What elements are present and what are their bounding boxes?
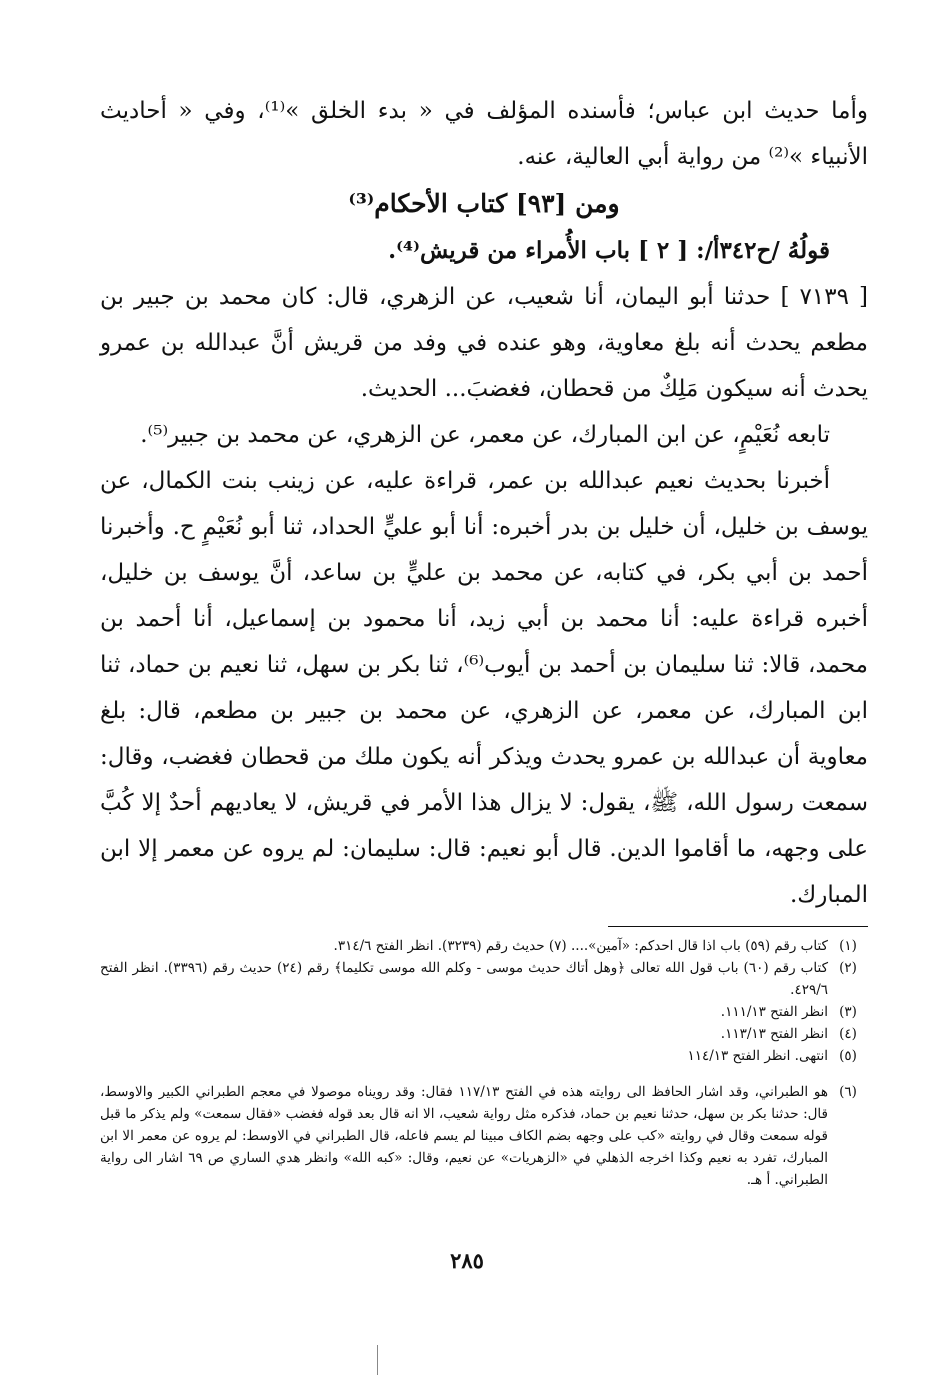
footnote [100,957,868,1001]
footnote-number: (٤) [839,1026,857,1042]
footnote-text: كتاب رقم (٦٠) باب قول الله تعالى ﴿وهل أتاك حديث موسى - وكلم الله موسى تكليما﴾ رقم (٢٤) حديث رقم (٣٣٩٦). انظر الفتح ٤٢٩/٦. [100,960,828,998]
footnote-text: انظر الفتح ١١٣/١٣. [720,1026,828,1042]
follow-up-paragraph: تابعه نُعَيْمٍ، عن ابن المبارك، عن معمر، عن الزهري، عن محمد بن جبير⁽⁵⁾. [140,422,830,448]
footnote-spacer [100,1067,868,1081]
footnote-number: (٥) [839,1048,857,1064]
footnote [100,935,868,957]
hadith-paragraph: [ ٧١٣٩ ] حدثنا أبو اليمان، أنا شعيب، عن الزهري، قال: كان محمد بن جبير بن مطعم يحدث أنه بلغ معاوية، وهو عنده في وفد من قريش أنَّ عبدالله بن عمرو يحدث أنه سيكون مَلِكٌ من قحطان، فغضبَ... الحديث. [100,284,868,402]
footnotes [100,935,868,1191]
footnote-text: انظر الفتح ١١١/١٣. [720,1004,828,1020]
page-body [100,88,868,1191]
footnote-text: هو الطبراني، وقد اشار الحافظ الى روايته هذه في الفتح ١١٧/١٣ فقال: وقد رويناه موصولا في معجم الطبراني الكبير والاوسط، قال: حدثنا بكر بن سهل، حدثنا نعيم بن حماد، فذكره مثل رواية شعيب، الا انه قال بعد قوله فغضب «فقال سمعت» ولم يذكر ما قبل قوله سمعت وقال في روايته «كب على وجهه بضم الكاف مبينا لم يسم فاعله، قال الطبراني في الاوسط: لم يروه عن معمر الا ابن المبارك، تفرد به نعيم وكذا اخرجه الذهلي في «الزهريات» عن نعيم، وقال: «كبه الله» وانظر هدي الساري ص ٦٩ اشار الى رواية الطبراني. أ هـ. [100,1084,828,1188]
scan-gutter-line [377,1345,378,1375]
footnote [100,1045,868,1067]
footnote-number: (٣) [839,1004,857,1020]
footnote-number: (٦) [839,1084,857,1100]
section-heading: قولُهُ /ح٣٤٢أ/: [ ٢ ] باب الأُمراء من قريش⁽⁴⁾. [388,237,830,264]
footnote-number: (٢) [839,960,857,976]
footnote-text: كتاب رقم (٥٩) باب اذا قال احدكم: «آمين».... (٧) حديث رقم (٣٢٣٩). انظر الفتح ٣١٤/٦. [333,938,828,954]
footnote [100,1081,868,1191]
chapter-heading: ومن [٩٣] كتاب الأحكام⁽³⁾ [348,189,620,218]
page-number: ٢٨٥ [450,1248,484,1273]
footnote-divider [608,926,868,927]
footnote [100,1001,868,1023]
footnote [100,1023,868,1045]
intro-paragraph: وأما حديث ابن عباس؛ فأسنده المؤلف في « بدء الخلق »⁽¹⁾، وفي « أحاديث الأنبياء »⁽²⁾ من رواية أبي العالية، عنه. [100,98,868,170]
footnote-text: انتهى. انظر الفتح ١١٤/١٣ [687,1048,828,1064]
chain-paragraph: أخبرنا بحديث نعيم عبدالله بن عمر، قراءة عليه، عن زينب بنت الكمال، عن يوسف بن خليل، أن خليل بن بدر أخبره: أنا أبو عليٍّ الحداد، ثنا أبو نُعَيْمٍ ح. وأخبرنا أحمد بن أبي بكر، في كتابه، عن محمد بن عليٍّ بن ساعد، أنَّ يوسف بن خليل، أخبره قراءة عليه: أنا محمد بن أبي زيد، أنا محمود بن إسماعيل، أنا أحمد بن محمد، قالا: ثنا سليمان بن أحمد بن أيوب⁽⁶⁾، ثنا بكر بن سهل، ثنا نعيم بن حماد، ثنا ابن المبارك، عن معمر، عن الزهري، عن محمد بن جبير بن مطعم، قال: بلغ معاوية أن عبدالله بن عمرو يحدث ويذكر أنه يكون ملك من قحطان فغضب، وقال: سمعت رسول الله، ﷺ، يقول: لا يزال هذا الأمر في قريش، لا يعاديهم أحدٌ إلا كُبَّ على وجهه، ما أقاموا الدين. قال أبو نعيم: قال: سليمان: لم يروه عن معمر إلا ابن المبارك. [100,468,868,908]
footnote-number: (١) [839,938,857,954]
